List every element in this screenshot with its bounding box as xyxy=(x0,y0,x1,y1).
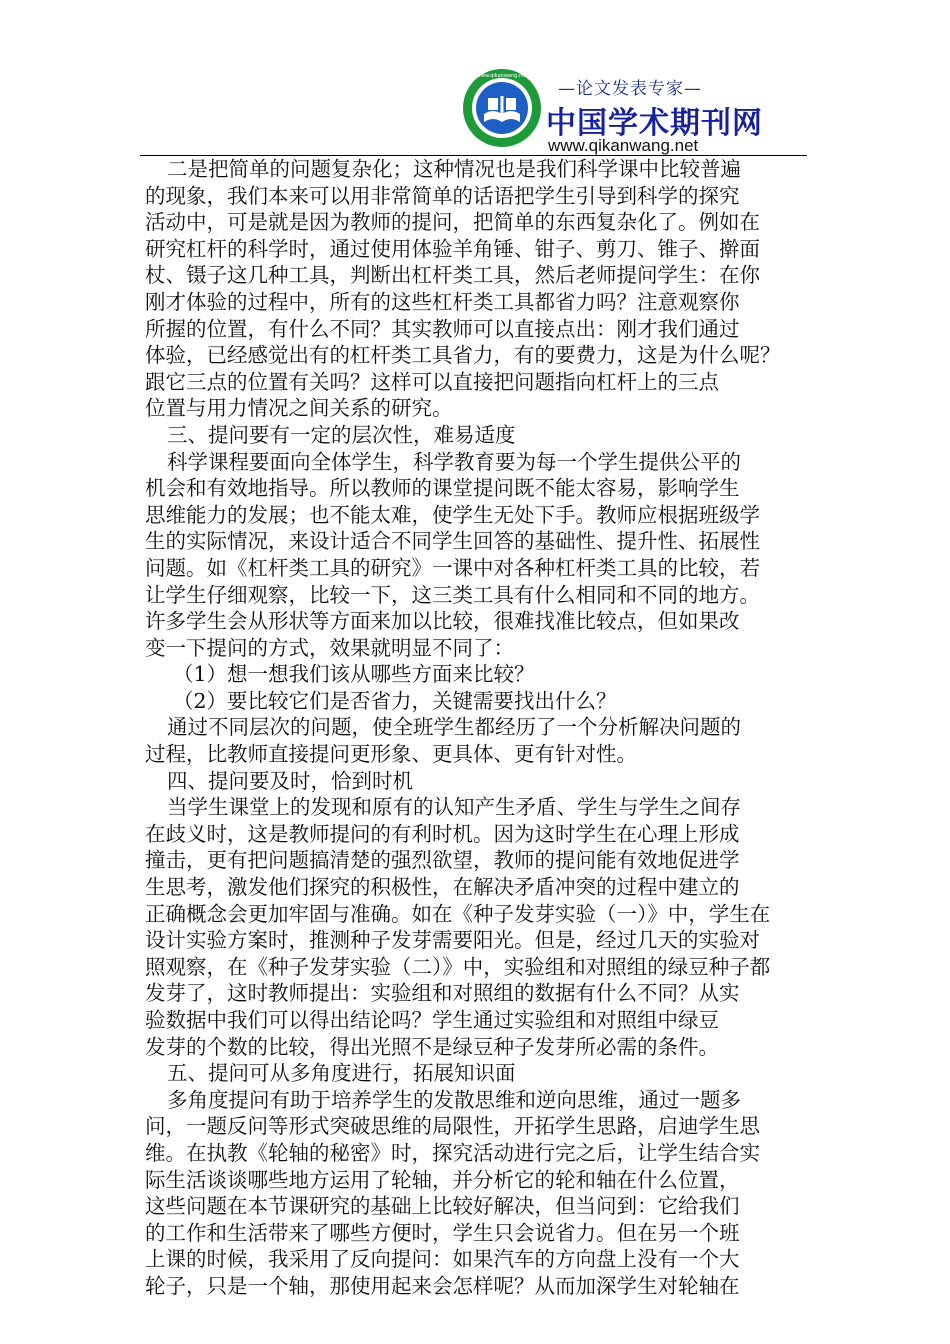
text-line: 这些问题在本节课研究的基础上比较好解决，但当问到：它给我们 xyxy=(145,1194,740,1219)
text-line: 研究杠杆的科学时，通过使用体验羊角锤、钳子、剪刀、锥子、擀面 xyxy=(145,236,760,261)
text-line: 多角度提问有助于培养学生的发散思维和逆向思维，通过一题多 xyxy=(167,1087,741,1112)
list-item: （2）要比较它们是否省力，关键需要找出什么？ xyxy=(173,688,617,713)
text-line: 许多学生会从形状等方面来加以比较，很难找准比较点，但如果改 xyxy=(145,609,740,634)
text-line: 变一下提问的方式，效果就明显不同了： xyxy=(145,635,514,660)
text-line: 过程，比教师直接提问更形象、更具体、更有针对性。 xyxy=(145,742,637,767)
text-line: 轮子，只是一个轴，那使用起来会怎样呢？从而加深学生对轮轴在 xyxy=(145,1273,740,1298)
section-heading: 四、提问要及时，恰到时机 xyxy=(167,768,413,793)
text-line: 正确概念会更加牢固与准确。如在《种子发芽实验（一）》中，学生在 xyxy=(145,901,771,926)
text-line: 所握的位置，有什么不同？其实教师可以直接点出：刚才我们通过 xyxy=(145,316,740,341)
text-line: 刚才体验的过程中，所有的这些杠杆类工具都省力吗？注意观察你 xyxy=(145,289,740,314)
text-line: 活动中，可是就是因为教师的提问，把简单的东西复杂化了。例如在 xyxy=(145,210,760,235)
text-line: 当学生课堂上的发现和原有的认知产生矛盾、学生与学生之间存 xyxy=(167,795,741,820)
text-line: 通过不同层次的问题，使全班学生都经历了一个分析解决问题的 xyxy=(167,715,741,740)
list-item: （1）想一想我们该从哪些方面来比较？ xyxy=(173,662,535,687)
text-line: 位置与用力情况之间关系的研究。 xyxy=(145,396,453,421)
text-line: 上课的时候，我采用了反向提问：如果汽车的方向盘上没有一个大 xyxy=(145,1247,740,1272)
text-line: 撞击，更有把问题搞清楚的强烈欲望，教师的提问能有效地促进学 xyxy=(145,848,740,873)
text-line: 在歧义时，这是教师提问的有利时机。因为这时学生在心理上形成 xyxy=(145,821,740,846)
text-line: 让学生仔细观察，比较一下，这三类工具有什么相同和不同的地方。 xyxy=(145,582,760,607)
text-line: 二是把简单的问题复杂化；这种情况也是我们科学课中比较普遍 xyxy=(167,157,741,181)
text-line: 的工作和生活带来了哪些方便时，学生只会说省力。但在另一个班 xyxy=(145,1220,740,1245)
text-line: 问题。如《杠杆类工具的研究》一课中对各种杠杆类工具的比较，若 xyxy=(145,555,760,580)
text-line: 维。在执教《轮轴的秘密》时，探究活动进行完之后，让学生结合实 xyxy=(145,1140,760,1165)
logo-url[interactable]: www.qikanwang.net xyxy=(548,136,699,155)
logo-tagline: —论文发表专家— xyxy=(558,79,702,99)
text-line: 生的实际情况，来设计适合不同学生回答的基础性、提升性、拓展性 xyxy=(145,529,760,554)
text-line: 发芽的个数的比较，得出光照不是绿豆种子发芽所必需的条件。 xyxy=(145,1034,719,1059)
text-line: 思维能力的发展；也不能太难，使学生无处下手。教师应根据班级学 xyxy=(145,502,760,527)
site-logo[interactable] xyxy=(462,66,782,156)
text-line: 杖、镊子这几种工具，判断出杠杆类工具，然后老师提问学生：在你 xyxy=(145,263,760,288)
section-heading: 五、提问可从多角度进行，拓展知识面 xyxy=(167,1061,516,1086)
article-body xyxy=(145,156,805,1300)
text-line: 设计实验方案时，推测种子发芽需要阳光。但是，经过几天的实验对 xyxy=(145,928,760,953)
text-line: 问，一题反问等形式突破思维的局限性，开拓学生思路，启迪学生思 xyxy=(145,1114,760,1139)
text-line: 验数据中我们可以得出结论吗？学生通过实验组和对照组中绿豆 xyxy=(145,1008,719,1032)
text-line: 际生活谈谈哪些地方运用了轮轴，并分析它的轮和轴在什么位置， xyxy=(145,1167,740,1192)
text-line: 发芽了，这时教师提出：实验组和对照组的数据有什么不同？从实 xyxy=(145,981,740,1006)
section-heading: 三、提问要有一定的层次性，难易适度 xyxy=(167,422,516,447)
text-line: 照观察，在《种子发芽实验（二）》中，实验组和对照组的绿豆种子都 xyxy=(145,954,771,979)
seal-icon xyxy=(462,68,542,148)
text-line: 的现象，我们本来可以用非常简单的话语把学生引导到科学的探究 xyxy=(145,183,740,208)
seal-text: www.qikanwang.net xyxy=(476,73,528,79)
logo-site-name: 中国学术期刊网 xyxy=(546,106,763,141)
text-line: 机会和有效地指导。所以教师的课堂提问既不能太容易，影响学生 xyxy=(145,476,740,501)
text-line: 体验，已经感觉出有的杠杆类工具省力，有的要费力，这是为什么呢？ xyxy=(145,343,781,368)
text-line: 跟它三点的位置有关吗？这样可以直接把问题指向杠杆上的三点 xyxy=(145,369,719,394)
text-line: 科学课程要面向全体学生，科学教育要为每一个学生提供公平的 xyxy=(167,449,741,474)
text-line: 生思考，激发他们探究的积极性，在解决矛盾冲突的过程中建立的 xyxy=(145,875,740,900)
